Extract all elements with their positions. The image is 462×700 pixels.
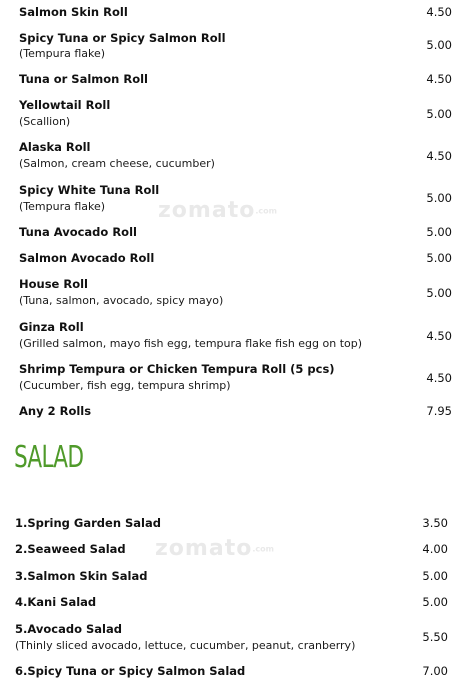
watermark: zomato.com: [158, 198, 277, 223]
item-description: (Grilled salmon, mayo fish egg, tempura flake fish egg on top): [19, 337, 363, 350]
item-name: 2.Seaweed Salad: [15, 542, 126, 556]
item-name: Ginza Roll: [19, 320, 84, 334]
item-description: (Scallion): [19, 115, 71, 128]
item-name: Spicy White Tuna Roll: [19, 183, 160, 197]
item-name: 6.Spicy Tuna or Spicy Salmon Salad: [15, 664, 246, 678]
item-name: 1.Spring Garden Salad: [15, 516, 161, 530]
item-price: 5.00: [422, 595, 448, 609]
item-price: 5.00: [426, 251, 452, 265]
item-name: Tuna or Salmon Roll: [19, 72, 148, 86]
item-price: 5.00: [422, 569, 448, 583]
item-name: Shrimp Tempura or Chicken Tempura Roll (5 pcs): [19, 362, 335, 376]
item-price: 5.00: [426, 286, 452, 300]
item-description: (Tempura flake): [19, 47, 106, 60]
item-name: Salmon Skin Roll: [19, 5, 128, 19]
item-price: 7.00: [422, 664, 448, 678]
item-name: Alaska Roll: [19, 140, 91, 154]
item-price: 4.50: [426, 5, 452, 19]
item-name: 5.Avocado Salad: [15, 622, 122, 636]
item-description: (Salmon, cream cheese, cucumber): [19, 157, 215, 170]
item-price: 5.00: [426, 38, 452, 52]
watermark: zomato.com: [155, 536, 274, 561]
item-price: 4.50: [426, 371, 452, 385]
item-price: 5.50: [422, 630, 448, 644]
item-name: 3.Salmon Skin Salad: [15, 569, 148, 583]
item-name: Any 2 Rolls: [19, 404, 92, 418]
item-price: 4.50: [426, 72, 452, 86]
item-description: (Cucumber, fish egg, tempura shrimp): [19, 379, 231, 392]
item-description: (Tempura flake): [19, 200, 106, 213]
item-price: 4.50: [426, 149, 452, 163]
item-price: 3.50: [422, 516, 448, 530]
item-name: Salmon Avocado Roll: [19, 251, 155, 265]
item-name: Tuna Avocado Roll: [19, 225, 137, 239]
item-price: 5.00: [426, 191, 452, 205]
item-price: 7.95: [426, 404, 452, 418]
item-price: 5.00: [426, 107, 452, 121]
item-name: Yellowtail Roll: [19, 98, 111, 112]
item-price: 5.00: [426, 225, 452, 239]
item-name: House Roll: [19, 277, 88, 291]
item-description: (Thinly sliced avocado, lettuce, cucumber, peanut, cranberry): [15, 639, 356, 652]
item-name: Spicy Tuna or Spicy Salmon Roll: [19, 31, 226, 45]
item-price: 4.00: [422, 542, 448, 556]
item-description: (Tuna, salmon, avocado, spicy mayo): [19, 294, 224, 307]
section-heading-salad: SALAD: [14, 440, 84, 475]
item-name: 4.Kani Salad: [15, 595, 97, 609]
item-price: 4.50: [426, 329, 452, 343]
